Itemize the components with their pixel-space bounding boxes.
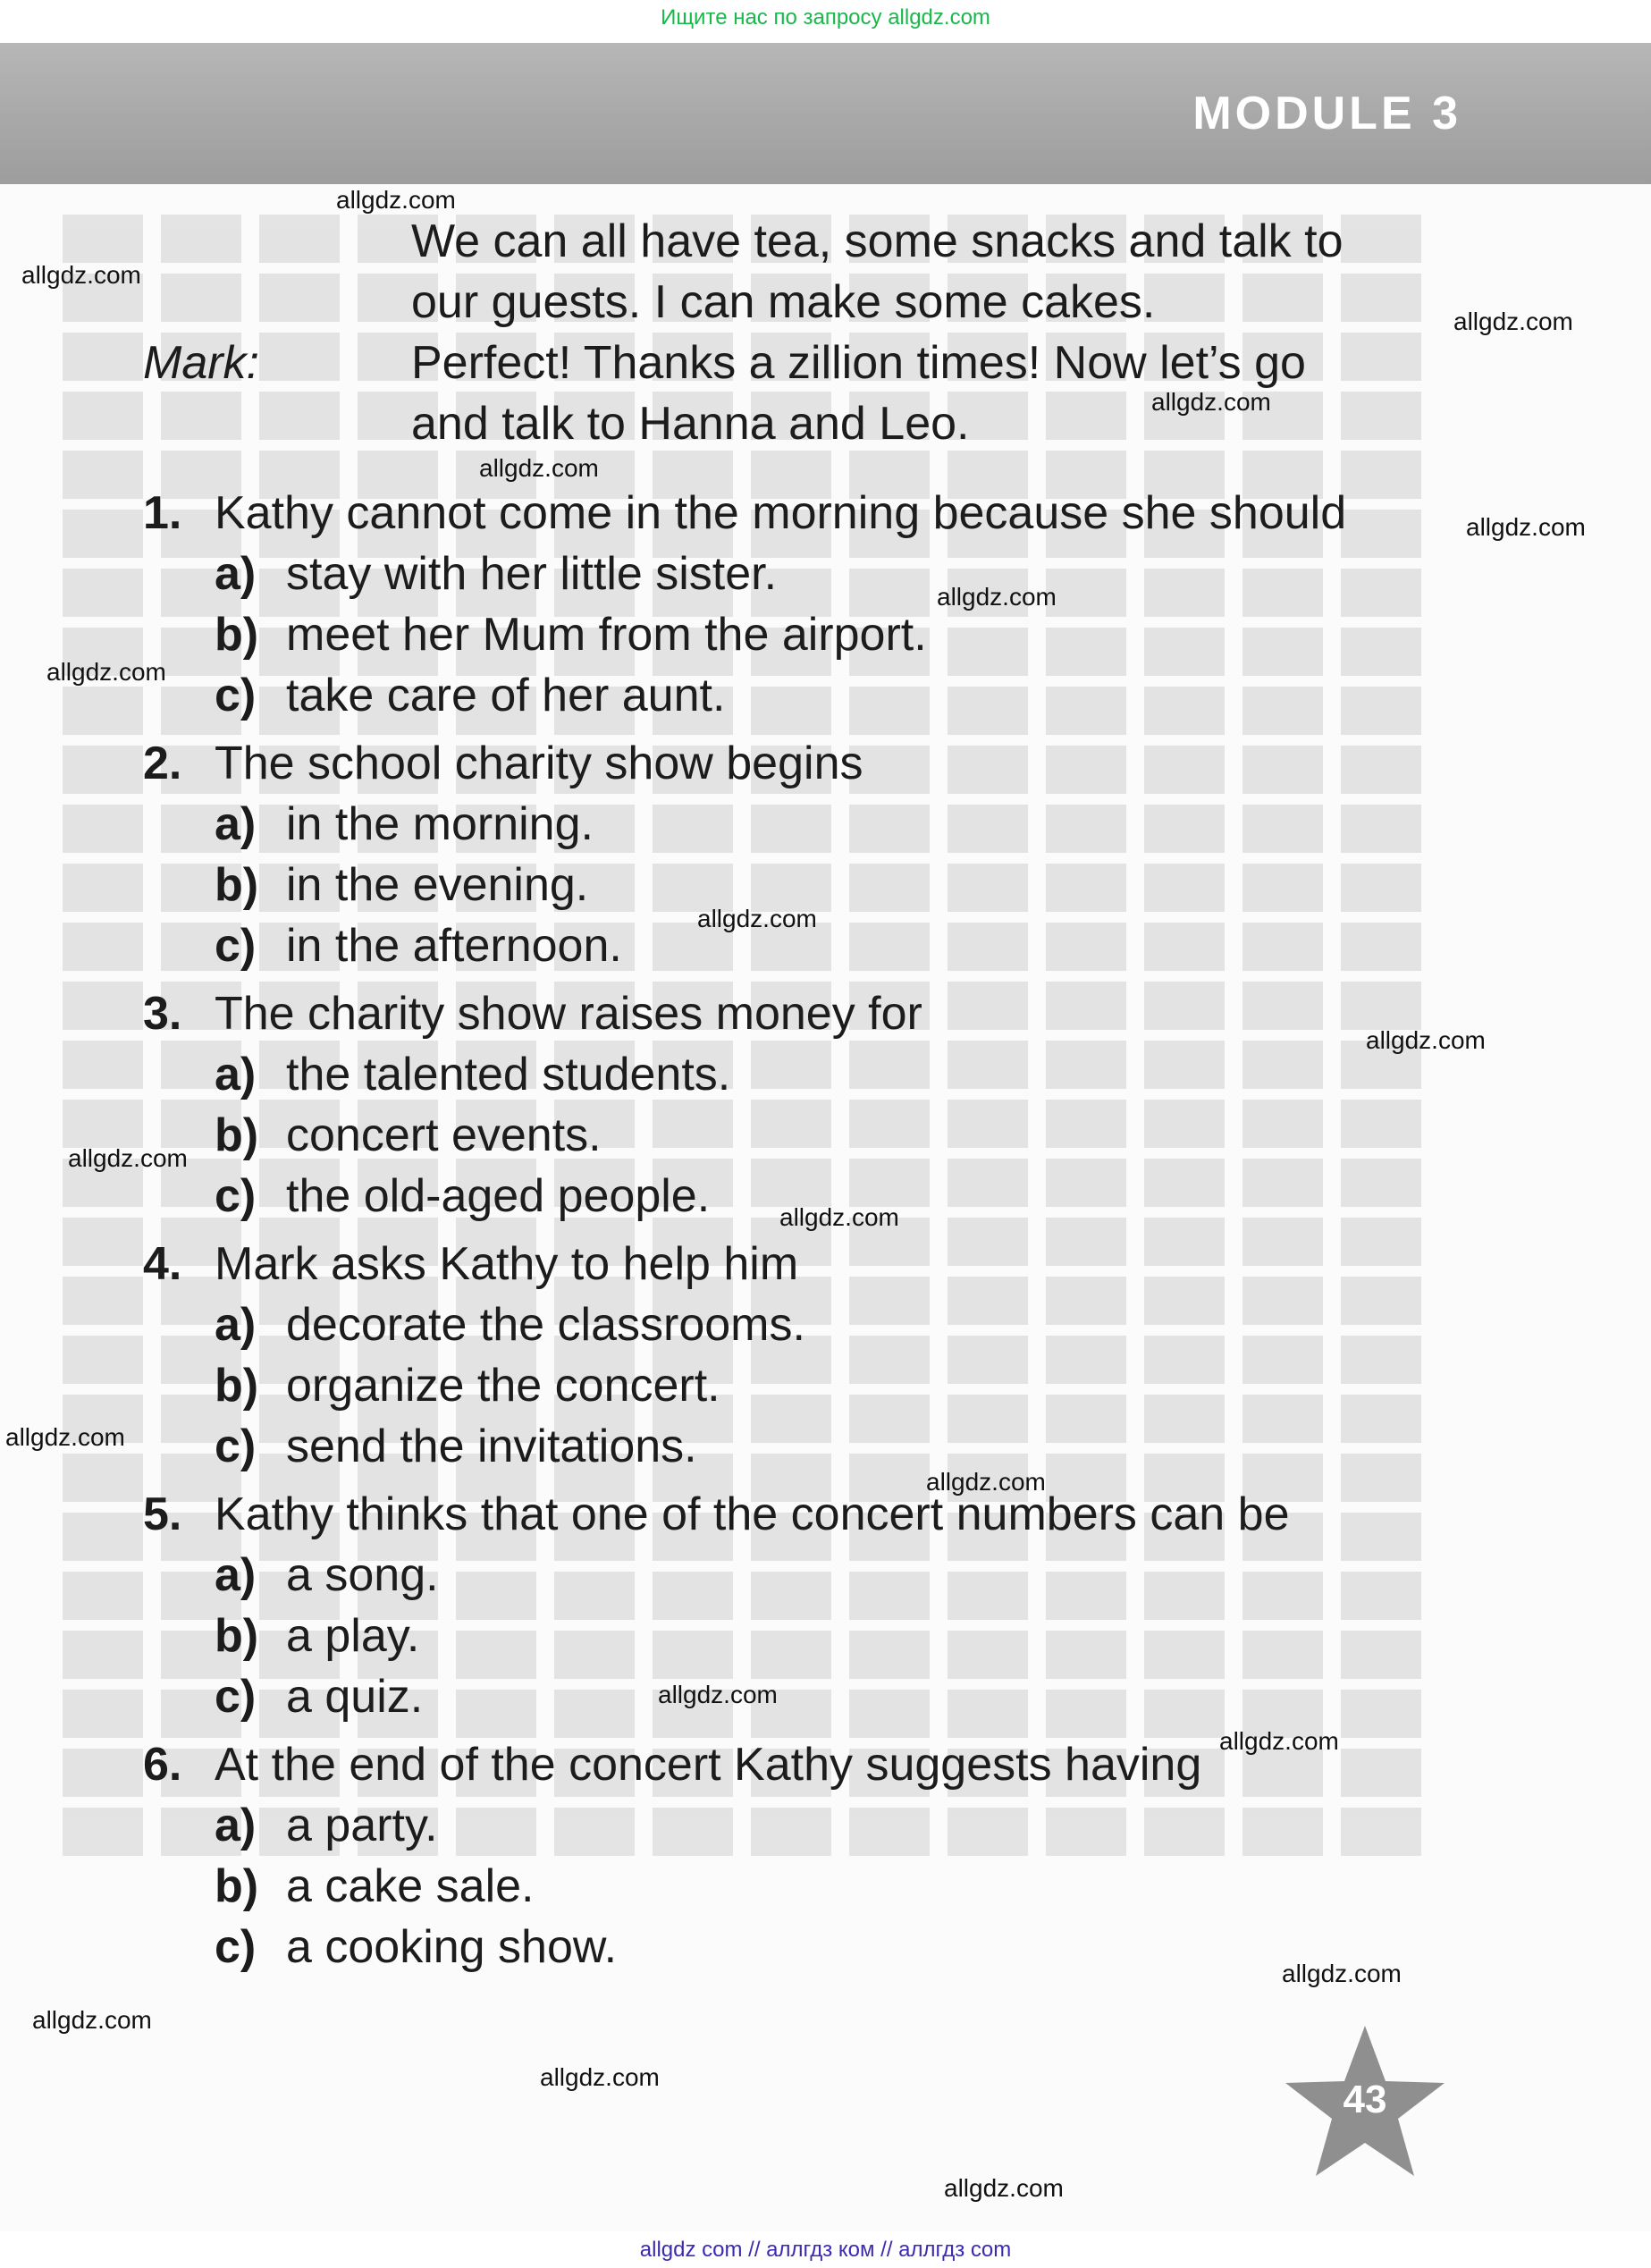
option-text: take care of her aunt. — [286, 670, 726, 721]
option-letter: b) — [215, 1860, 259, 1912]
answer-option — [143, 1795, 1457, 1856]
speech — [411, 211, 1457, 333]
option-text: in the afternoon. — [286, 920, 622, 972]
answer-option — [143, 1294, 1457, 1355]
question-number: 1. — [143, 487, 182, 539]
question-text: The school charity show begins — [215, 738, 863, 789]
question-text: The charity show raises money for — [215, 988, 922, 1040]
option-text: concert events. — [286, 1109, 602, 1161]
option-letter: b) — [215, 1360, 259, 1412]
question — [143, 1484, 1457, 1727]
answer-option — [143, 1105, 1457, 1166]
speaker: Mark: — [143, 337, 259, 389]
question-text: At the end of the concert Kathy suggests having — [215, 1739, 1202, 1791]
option-letter: c) — [215, 1170, 257, 1222]
watermark: allgdz.com — [479, 454, 599, 482]
watermark: allgdz.com — [540, 2063, 660, 2091]
question-text: Mark asks Kathy to help him — [215, 1238, 799, 1290]
speaker — [143, 211, 411, 333]
option-letter: b) — [215, 859, 259, 911]
option-letter: b) — [215, 609, 259, 661]
question — [143, 983, 1457, 1227]
dialogue — [143, 211, 1457, 454]
option-text: meet her Mum from the airport. — [286, 609, 927, 661]
top-banner[interactable]: Ищите нас по запросу allgdz.com — [661, 5, 990, 30]
watermark: allgdz.com — [697, 905, 817, 932]
answer-option — [143, 1856, 1457, 1917]
option-letter: a) — [215, 548, 257, 600]
speech-line: our guests. I can make some cakes. — [411, 276, 1156, 328]
watermark: allgdz.com — [68, 1144, 188, 1172]
answer-option — [143, 1917, 1457, 1977]
option-letter: c) — [215, 920, 257, 972]
option-text: a play. — [286, 1610, 420, 1662]
option-text: a cooking show. — [286, 1921, 618, 1973]
watermark: allgdz.com — [1219, 1727, 1339, 1755]
option-text: the talented students. — [286, 1049, 731, 1100]
watermark: allgdz.com — [5, 1423, 125, 1451]
option-letter: b) — [215, 1109, 259, 1161]
answer-option — [143, 1606, 1457, 1666]
watermark: allgdz.com — [32, 2006, 152, 2034]
option-text: organize the concert. — [286, 1360, 720, 1412]
answer-option — [143, 1416, 1457, 1477]
question — [143, 733, 1457, 976]
option-letter: a) — [215, 798, 257, 850]
answer-option — [143, 604, 1457, 665]
answer-option — [143, 794, 1457, 855]
option-text: stay with her little sister. — [286, 548, 778, 600]
answer-option — [143, 1666, 1457, 1727]
option-text: in the morning. — [286, 798, 594, 850]
option-text: decorate the classrooms. — [286, 1299, 805, 1351]
page-number-star — [1280, 2022, 1450, 2183]
questions-list — [143, 483, 1457, 1985]
footer-watermark[interactable]: allgdz com // аллгдз ком // аллгдз com — [639, 2238, 1012, 2262]
answer-option — [143, 1545, 1457, 1606]
option-letter: a) — [215, 1549, 257, 1601]
speech-line: We can all have tea, some snacks and talk to — [411, 215, 1344, 267]
speech-line: Perfect! Thanks a zillion times! Now let’s go — [411, 337, 1306, 389]
option-letter: c) — [215, 1421, 257, 1472]
page-number: 43 — [1343, 2078, 1387, 2121]
option-text: a quiz. — [286, 1671, 424, 1723]
option-letter: a) — [215, 1800, 257, 1851]
watermark: allgdz.com — [779, 1203, 899, 1231]
question — [143, 1234, 1457, 1477]
option-text: the old-aged people. — [286, 1170, 711, 1222]
option-letter: c) — [215, 670, 257, 721]
option-text: in the evening. — [286, 859, 589, 911]
watermark: allgdz.com — [1151, 388, 1271, 416]
watermark: allgdz.com — [658, 1681, 778, 1708]
watermark: allgdz.com — [1282, 1960, 1402, 1987]
question-text: Kathy cannot come in the morning because she should — [215, 487, 1347, 539]
speech-line: and talk to Hanna and Leo. — [411, 398, 970, 450]
answer-option — [143, 1044, 1457, 1105]
watermark: allgdz.com — [1453, 308, 1573, 335]
option-text: send the invitations. — [286, 1421, 697, 1472]
watermark: allgdz.com — [937, 583, 1057, 611]
question-number: 5. — [143, 1488, 182, 1540]
question-text: Kathy thinks that one of the concert numbers can be — [215, 1488, 1290, 1540]
option-letter: a) — [215, 1049, 257, 1100]
question — [143, 483, 1457, 726]
watermark: allgdz.com — [1366, 1026, 1486, 1054]
question — [143, 1734, 1457, 1977]
option-text: a song. — [286, 1549, 439, 1601]
watermark: allgdz.com — [926, 1468, 1046, 1496]
watermark: allgdz.com — [336, 186, 456, 214]
watermark: allgdz.com — [46, 658, 166, 686]
option-letter: c) — [215, 1671, 257, 1723]
question-number: 4. — [143, 1238, 182, 1290]
answer-option — [143, 1355, 1457, 1416]
watermark: allgdz.com — [21, 261, 141, 289]
option-text: a cake sale. — [286, 1860, 535, 1912]
module-title: MODULE 3 — [1192, 88, 1461, 139]
option-text: a party. — [286, 1800, 438, 1851]
option-letter: a) — [215, 1299, 257, 1351]
speech — [411, 333, 1457, 454]
option-letter: c) — [215, 1921, 257, 1973]
watermark: allgdz.com — [1466, 513, 1586, 541]
answer-option — [143, 544, 1457, 604]
dialogue-line — [143, 211, 1457, 333]
option-letter: b) — [215, 1610, 259, 1662]
question-number: 3. — [143, 988, 182, 1040]
question-number: 6. — [143, 1739, 182, 1791]
question-number: 2. — [143, 738, 182, 789]
watermark: allgdz.com — [944, 2174, 1064, 2202]
answer-option — [143, 665, 1457, 726]
